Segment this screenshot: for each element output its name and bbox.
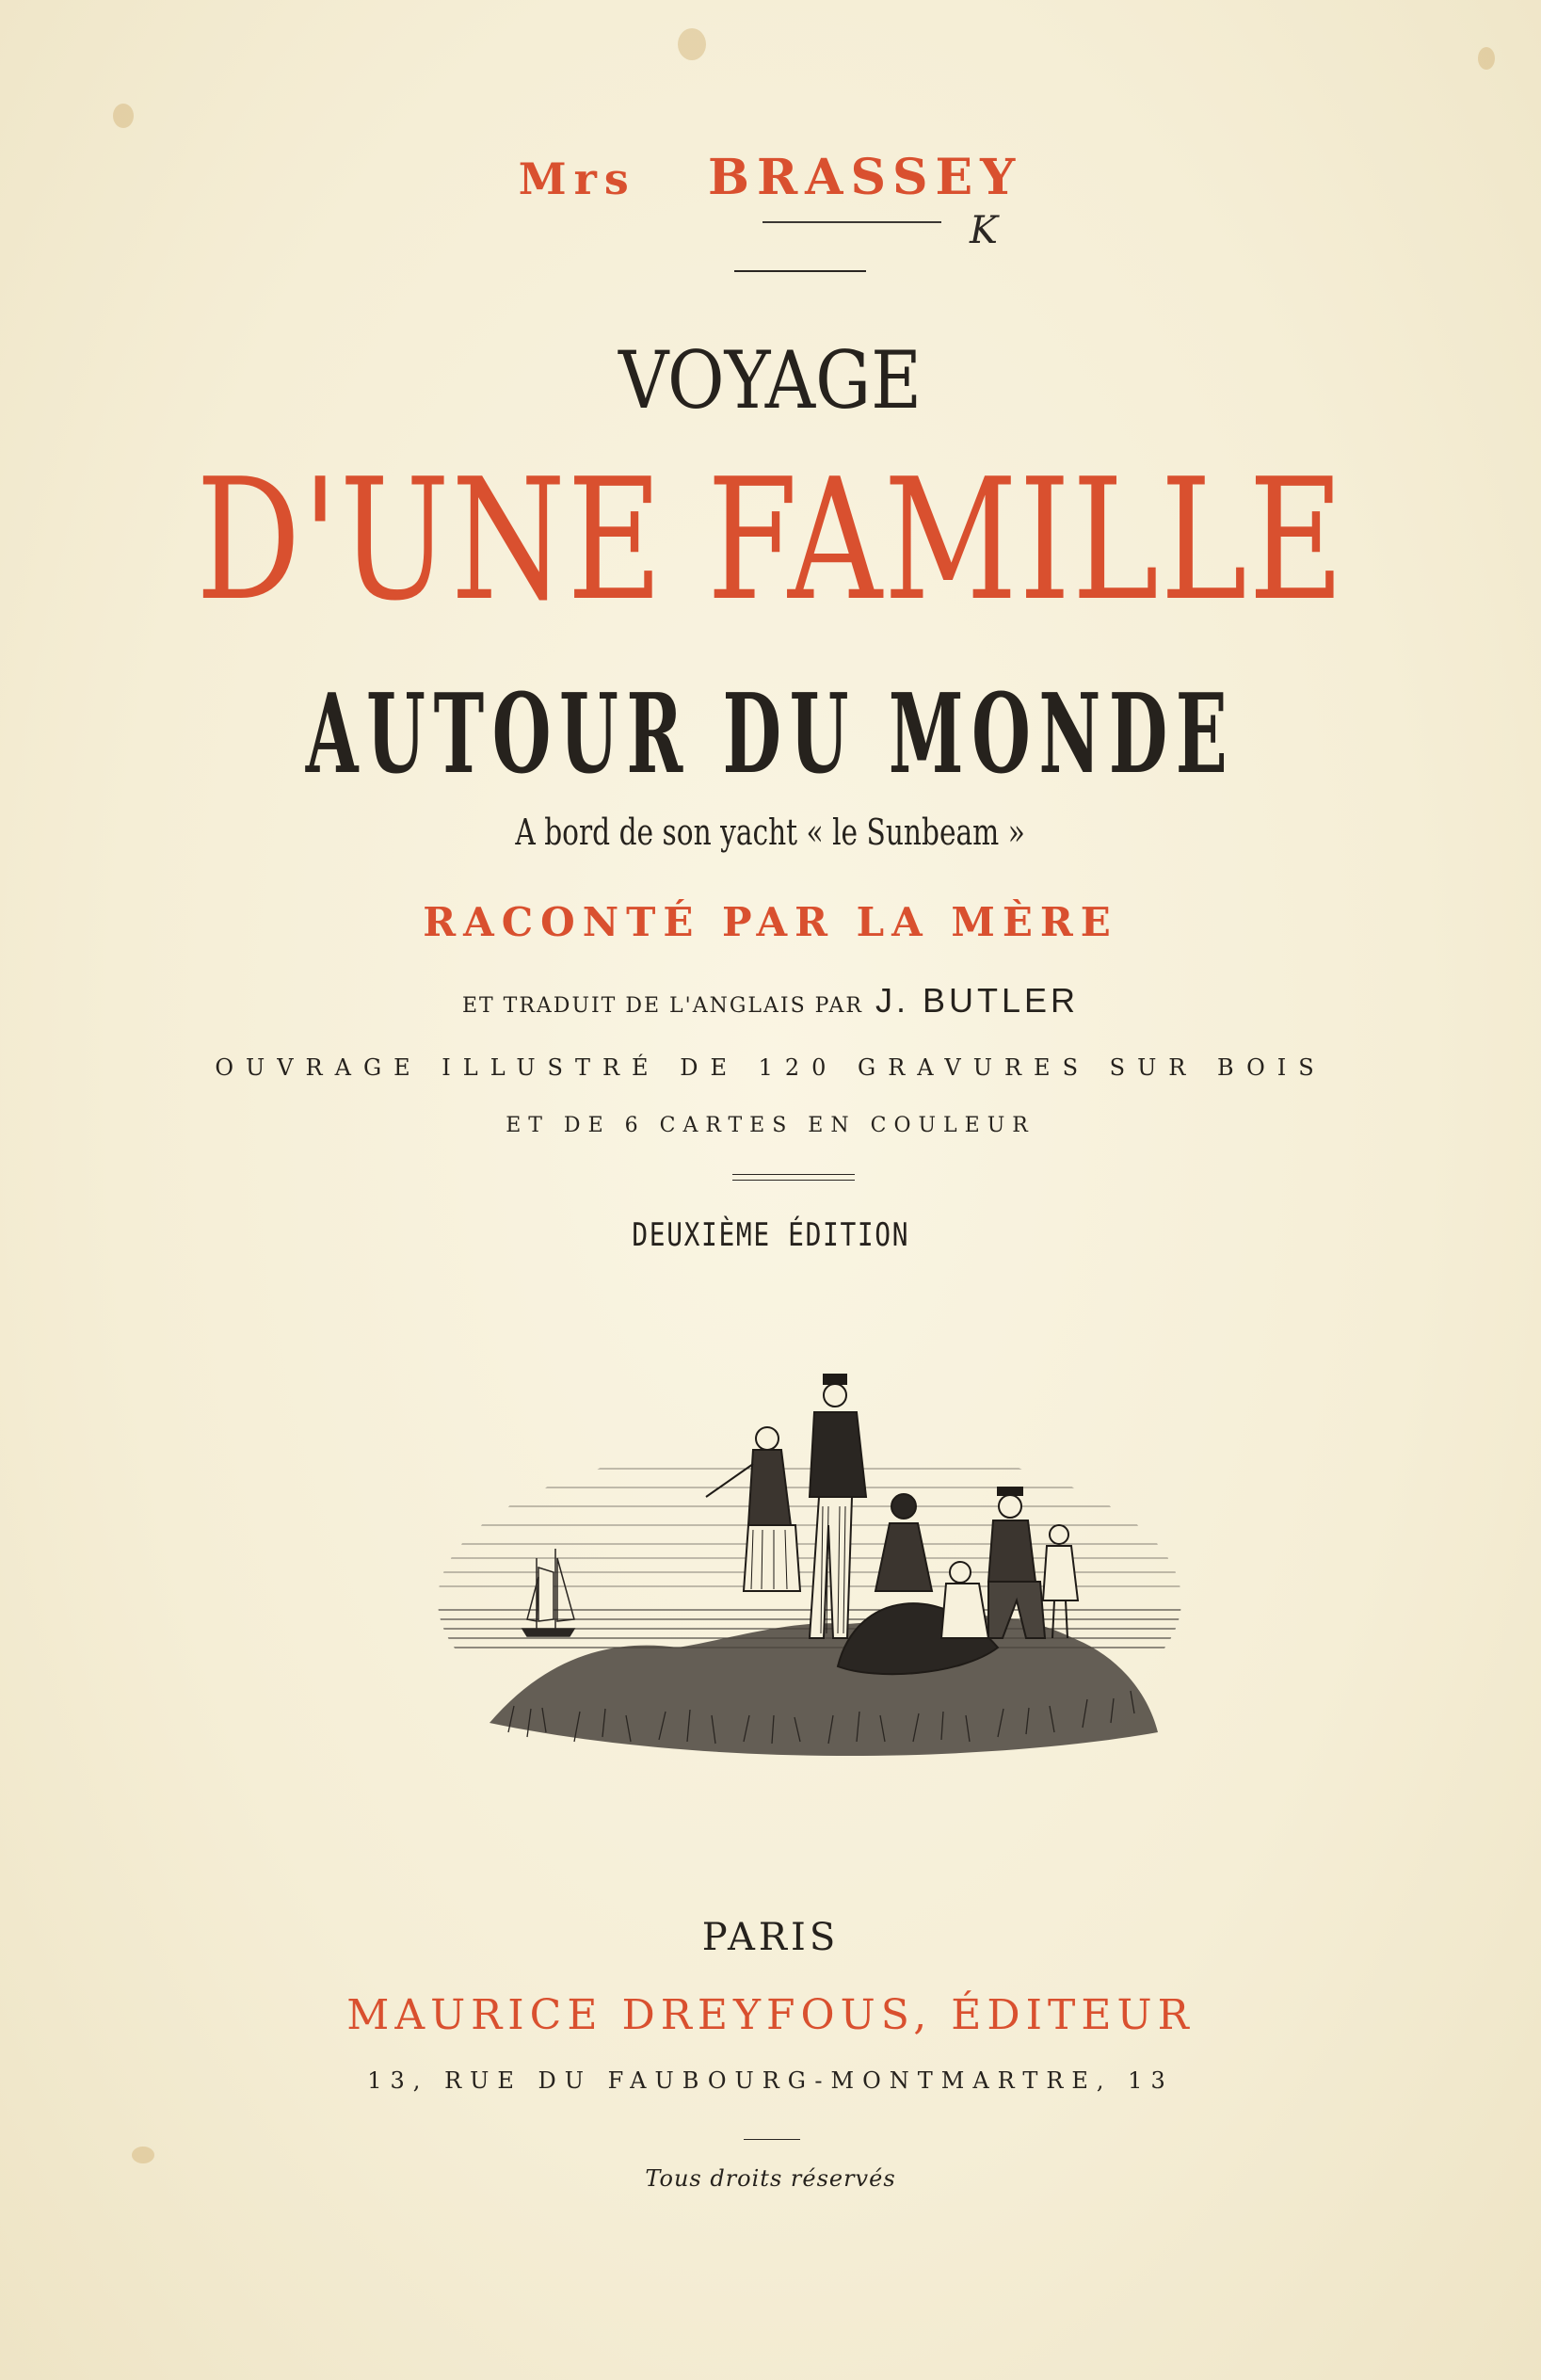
edition-line (0, 1216, 1541, 1254)
rights-line (0, 2165, 1541, 2192)
translator-line (0, 981, 1541, 1021)
told-by-line (0, 899, 1541, 945)
paper-stain (1478, 47, 1495, 70)
publisher-line (0, 1991, 1541, 2039)
title-famille (0, 442, 1541, 637)
address-line (0, 2067, 1541, 2094)
illustrations-line (0, 1054, 1541, 1081)
paper-stain (132, 2147, 154, 2163)
maps-text: ET DE 6 CARTES EN COULEUR (506, 1114, 1035, 1137)
title-monde (0, 670, 1541, 798)
city-text: PARIS (701, 1916, 840, 1959)
author-prefix: Mrs (518, 153, 636, 204)
divider-rule-double-bottom (732, 1180, 855, 1181)
subtitle-text: A bord de son yacht « le Sunbeam » (515, 812, 1026, 853)
translator-name: J. BUTLER (875, 981, 1080, 1020)
translated-prefix: ET TRADUIT DE L'ANGLAIS PAR (461, 994, 863, 1018)
author-line (0, 149, 1541, 206)
told-by-text: RACONTÉ PAR LA MÈRE (423, 899, 1118, 945)
city-line (0, 1916, 1541, 1959)
title-monde-text: AUTOUR DU MONDE (305, 670, 1236, 798)
address-text: 13, RUE DU FAUBOURG-MONTMARTRE, 13 (367, 2067, 1174, 2094)
engraving-family-on-cliff-icon (433, 1356, 1186, 1761)
author-name: BRASSEY (708, 149, 1023, 206)
divider-rule-bottom (744, 2139, 800, 2140)
title-voyage-text: VOYAGE (618, 334, 923, 426)
illustrations-text: OUVRAGE ILLUSTRÉ DE 120 GRAVURES SUR BOIS (215, 1054, 1326, 1081)
paper-stain (678, 28, 706, 60)
subtitle-line (0, 812, 1541, 853)
handwritten-underline (762, 221, 941, 223)
divider-rule-double-top (732, 1174, 855, 1175)
publisher-text: MAURICE DREYFOUS, ÉDITEUR (346, 1991, 1195, 2039)
title-famille-text: D'UNE FAMILLE (195, 442, 1346, 637)
handwritten-mark: K (970, 209, 998, 252)
title-voyage (0, 334, 1541, 426)
paper-stain (113, 104, 134, 128)
maps-line (0, 1114, 1541, 1137)
divider-rule-top (734, 270, 866, 272)
rights-text: Tous droits réservés (645, 2165, 896, 2192)
edition-text: DEUXIÈME ÉDITION (632, 1216, 909, 1254)
